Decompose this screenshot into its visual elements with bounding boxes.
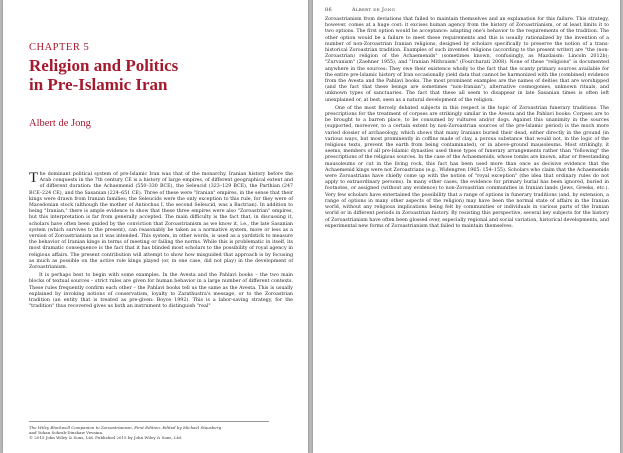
body-paragraph: It is perhaps best to begin with some examples. In the Avesta and the Pahlavi books – the two main blocks of textual sources – strict rules are given for human behavior in a large number of different contexts. These rules frequently confirm each other – the Pahlavi books tell us the same as the Avesta. This is usually explained by invoking notions of conservatism, loyalty to Zarathustra's message, or to the Zoroastrian tradition (an entity that is treated as pre-given: Boyce 1992). This is a labor-saving strategy, for the "tradition" thus recovered gives us both an instrument to distinguish "real" <box>29 273 293 310</box>
right-page-body <box>325 17 609 230</box>
running-head <box>325 7 605 13</box>
chapter-label: CHAPTER 5 <box>29 42 90 53</box>
right-page <box>313 0 620 453</box>
paragraph-text: he dominant political system of pre-Islamic Iran was that of the monarchy. Iranian history before the Arab conquests in the 7th century CE is a history of large empires, of different geographical extent and of different duration: the Achaemenid (550–330 BCE), the Seleucid (323–129 BCE), the Parthian (247 BCE–224 CE), and the Sasanian (224–651 CE). Three of these were "Iranian" empires, in the sense that their kings were drawn from Iranian families; the Seleucids were the only exception to this rule, for they were of Macedonian stock (although the mother of Antiochus I, the second Seleucid, was a Bactrian). In addition to being "Iranian," there is ample evidence to show that these three empires were also "Zoroastrian" empires, but this interpretation is far from generally accepted. The main difficulty is the fact that, in discussing it, scholars have often been guided by the conviction that Zoroastrianism as we know it, i.e., the late Sasanian system (which survives to the present), can reasonably be taken as a normative system, more or less as a version of Zoroastrianism as it was intended. This system, in other words, is used as a yardstick to measure the behavior of Iranian kings in terms of meeting or failing the norms. While this is problematic in itself, its most dramatic consequence is the fact that it has blinded most scholars to the possibility of royal agency in religious affairs. The present contribution will attempt to show how misguided that approach is by focusing as much as possible on the active role kings played (or, in one case, did not play) in the development of Zoroastrianism. <box>29 172 293 271</box>
left-page <box>3 0 308 453</box>
page-number: 86 <box>325 7 332 13</box>
footer-line: The Wiley Blackwell Companion to Zoroastrianism, First Edition. Edited by Michael Stausberg <box>29 425 222 430</box>
footer-line: and Yuhan Sohrab-Dinshaw Vevaina. <box>29 430 104 436</box>
copyright-footer <box>29 421 269 441</box>
chapter-title-line-1: Religion and Politics <box>29 56 179 75</box>
running-head-author: Albert de Jong <box>351 7 396 13</box>
left-page-body <box>29 172 293 310</box>
body-paragraph: Zoroastrianism from deviations that failed to maintain themselves and an explanation for this failure. This strategy, however, comes at a huge cost: it excises human agency from the history of Zoroastrianism, or at least limits it to two options. The first option would be acceptance: adapting one's behavior to the requirements of the tradition. The other option would be a failure to meet these requirements and this is usually rationalized by the invention of a number of non-Zoroastrian Iranian religions, designed by scholars specifically to preserve the notion of a trans-historical Zoroastrian tradition. Examples of such invented religions (according to the present writer) are "the (non-Zoroastrian) religion of the Achaemenids" (sometimes known, confusingly, as Mazdaism: Lincoln 2012b); "Zurvanism" (Zaehner 1955), and "Iranian Mithraism" (Fourcharati 2008). None of these "religions" is documented anywhere in the sources: They owe their existence wholly to the fact that the scanty primary sources available for the entire pre-Islamic history of Iran occasionally yield data that cannot be harmonized with the (combined) evidence from the Avesta and the Pahlavi books. The most prominent examples are the names of deities that are worshipped (and the fact that these beings are sometimes "non-Iranian"), alternative cosmogonies, unknown rituals, and unknown types of sanctuaries. The fact that these all seem to disappear in late Sasanian times is often left unexplained or, at best, seen as a natural development of the religion. <box>325 17 609 103</box>
chapter-title-line-2: in Pre-Islamic Iran <box>29 75 168 94</box>
chapter-author: Albert de Jong <box>29 118 91 129</box>
body-paragraph <box>29 172 293 271</box>
body-paragraph: One of the most fiercely debated subjects in this respect is the topic of Zoroastrian funerary traditions. The prescriptions for the treatment of corpses are strikingly similar in the Avesta and the Pahlavi books: Corpses are to be brought to a barren place, to be consumed by vultures and/or dogs. Against this unanimity in the sources (supported, moreover, to a certain extent by non-Zoroastrian sources of the pre-Islamic period) is the much more varied dossier of archaeology, which shows that many Iranians buried their dead, either directly in the ground (in various ways, but most prominently in coffins made of clay, a porous substance that would not, in the logic of the religious texts, prevent the earth from being contaminated), or in above-ground mausoleums. Most strikingly, it seems, members of all pre-Islamic dynasties used these types of funerary arrangements rather than "following" the prescriptions of the religious sources. In the case of the Achaemenids, whose tombs are known, altar or freestanding mausoleums or cut in the living rock, this fact has been used more than once as decisive evidence that the Achaemenid kings were not Zoroastrians (e.g., Widengren 1965: 154–155). Scholars who claim that the Achaemenids were Zoroastrians have chiefly come up with the notion of "royal exception" (the idea that ordinary rules do not apply to extraordinary persons). In many other cases, the evidence for primary burial has been ignored, buried in footnotes, or assigned (without any evidence) to non-Zoroastrian communities in Iranian lands (Jews, Greeks, etc.). Very few scholars have entertained the possibility that a range of options in funerary traditions (and, by extension, a range of options in many other aspects of the religion) may have been the normal state of affairs in the Iranian world, without any religious implications being felt by communities or individuals in various parts of the Iranian world or in different periods in Zoroastrian history. By resisting this perspective, several key subjects for the history of Zoroastrianism have often been glossed over, especially regional and social variation, historical developments, and experimental new forms of Zoroastrianism that failed to maintain themselves. <box>325 105 609 229</box>
chapter-title <box>29 56 289 94</box>
footer-line: © 2015 John Wiley & Sons, Ltd. Published 2015 by John Wiley & Sons, Ltd. <box>29 435 183 441</box>
drop-cap: T <box>29 170 39 186</box>
